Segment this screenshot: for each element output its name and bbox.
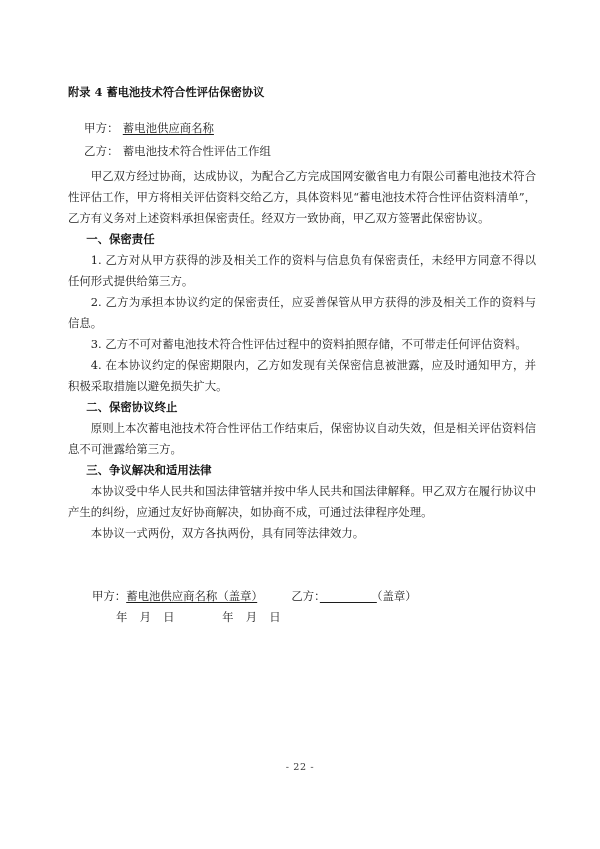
signature-party-b-seal: （盖章） bbox=[376, 589, 417, 604]
section-1-item-2: 2. 乙方为承担本协议约定的保密责任，应妥善保管从甲方获得的涉及相关工作的资料与信息。 bbox=[68, 295, 536, 331]
section-heading-2: 二、保密协议终止 bbox=[86, 400, 178, 415]
section-1-item-1: 1. 乙方对从甲方获得的涉及相关工作的资料与信息负有保密责任，未经甲方同意不得以任何形式提供给第三方。 bbox=[68, 253, 536, 289]
signature-party-a-label: 甲方： bbox=[92, 589, 127, 604]
page-title: 附录 4 蓄电池技术符合性评估保密协议 bbox=[68, 85, 265, 99]
signature-gap bbox=[257, 589, 291, 603]
party-b-value: 蓄电池技术符合性评估工作组 bbox=[122, 144, 271, 159]
signature-party-b-blank bbox=[320, 589, 377, 603]
section-heading-3: 三、争议解决和适用法律 bbox=[86, 463, 212, 478]
party-b-line bbox=[68, 143, 536, 160]
signature-date-a: 年 月 日 bbox=[116, 610, 175, 625]
party-a-value: 蓄电池供应商名称 bbox=[122, 120, 214, 135]
party-b-label: 乙方： bbox=[84, 144, 119, 159]
signature-party-a-value: 蓄电池供应商名称（盖章） bbox=[126, 589, 258, 604]
signature-names-line bbox=[68, 587, 536, 605]
page-number-footer: - 22 - bbox=[285, 762, 315, 773]
section-3-item-1: 本协议受中华人民共和国法律管辖并按中华人民共和国法律解释。甲乙双方在履行协议中产生的纠纷，应通过友好协商解决，如协商不成，可通过法律程序处理。 bbox=[68, 484, 536, 520]
signature-date-gap bbox=[175, 610, 222, 624]
signature-date-b: 年 月 日 bbox=[222, 610, 282, 625]
party-a-line bbox=[68, 120, 536, 137]
section-1-item-3: 3. 乙方不可对蓄电池技术符合性评估过程中的资料拍照存储，不可带走任何评估资料。 bbox=[90, 337, 527, 352]
document-content bbox=[68, 84, 536, 627]
section-heading-1: 一、保密责任 bbox=[86, 232, 155, 247]
signature-dates-line bbox=[68, 608, 536, 626]
party-a-label: 甲方： bbox=[84, 120, 119, 135]
preamble-paragraph: 甲乙双方经过协商，达成协议，为配合乙方完成国网安徽省电力有限公司蓄电池技术符合性评估工作，甲方将相关评估资料交给乙方，具体资料见“蓄电池技术符合性评估资料清单”，乙方有义务对上述资料承担保密责任。经双方一致协商，甲乙双方签署此保密协议。 bbox=[68, 169, 536, 226]
signature-party-b-label: 乙方： bbox=[291, 589, 320, 604]
section-2-item-1: 原则上本次蓄电池技术符合性评估工作结束后，保密协议自动失效，但是相关评估资料信息不可泄露给第三方。 bbox=[68, 421, 536, 457]
section-1-item-4: 4. 在本协议约定的保密期限内，乙方如发现有关保密信息被泄露，应及时通知甲方，并积极采取措施以避免损失扩大。 bbox=[68, 358, 536, 394]
section-3-item-2: 本协议一式两份，双方各执两份，具有同等法律效力。 bbox=[90, 526, 365, 541]
signature-block bbox=[68, 587, 536, 627]
